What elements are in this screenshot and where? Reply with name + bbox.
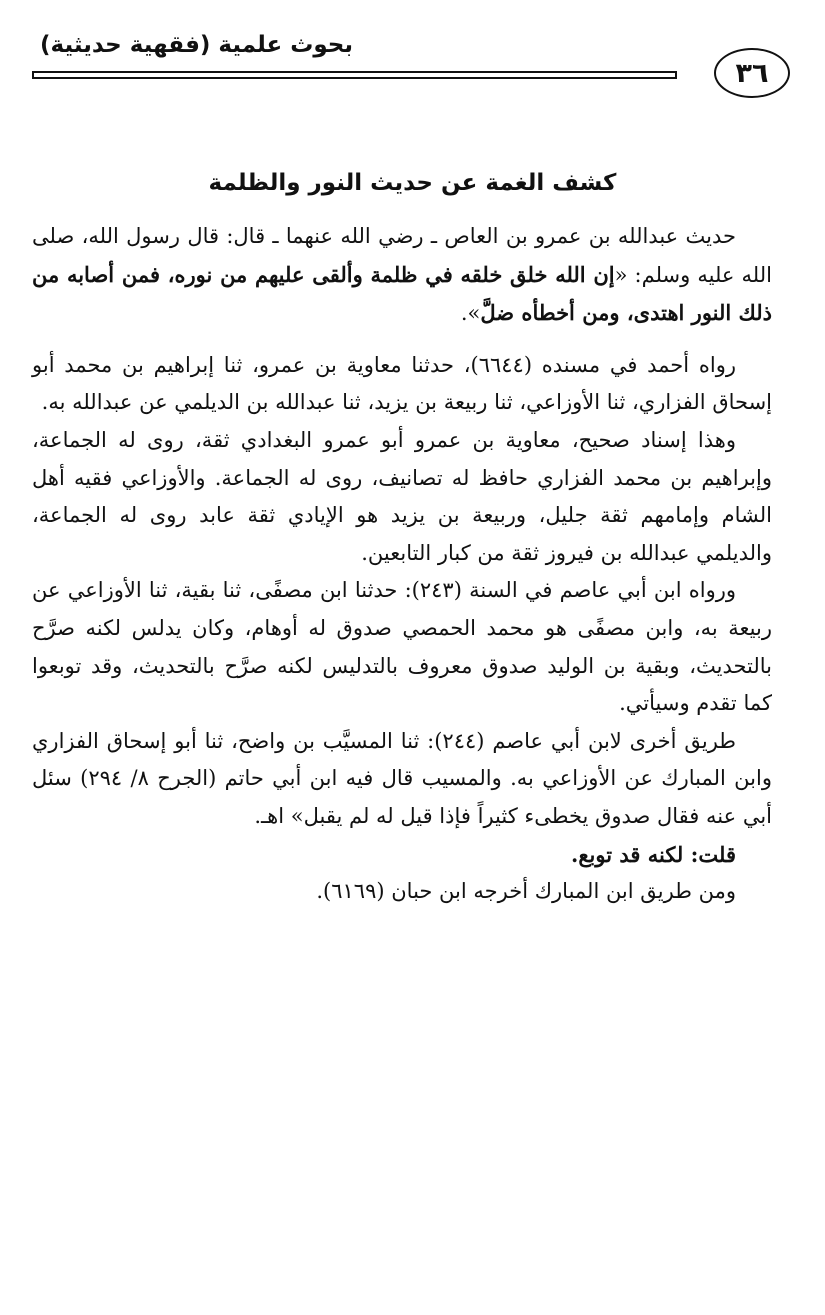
paragraph-another-route: طريق أخرى لابن أبي عاصم (٢٤٤): ثنا المسيَّب بن واضح، ثنا أبو إسحاق الفزاري وابن المبارك عن الأوزاعي به. والمسيب قال فيه ابن أبي حاتم (الجرح ٨/ ٢٩٤) سئل أبي عنه فقال صدوق يخطىء كثيراً فإذا قيل له لم يقبل» اهـ. bbox=[32, 728, 772, 828]
page-header bbox=[30, 28, 790, 98]
paragraph-ahmad: رواه أحمد في مسنده (٦٦٤٤)، حدثنا معاوية بن عمرو، ثنا إبراهيم بن محمد أبو إسحاق الفزاري، ثنا الأوزاعي، ثنا ربيعة بن يزيد، ثنا عبدالله بن الديلمي عن عبدالله به. bbox=[32, 352, 772, 415]
article-title: كشف الغمة عن حديث النور والظلمة bbox=[208, 170, 617, 196]
header-rule bbox=[32, 71, 677, 79]
paragraph-hadith bbox=[32, 218, 772, 333]
paragraph-ibn-hibban: ومن طريق ابن المبارك أخرجه ابن حبان (٦١٦٩). bbox=[316, 879, 736, 904]
hadith-text: إن الله خلق خلقه في ظلمة وألقى عليهم من نوره، فمن أصابه من ذلك النور اهتدى، ومن أخطأه ضلَّ bbox=[32, 261, 772, 326]
paragraph-ibn-abi-asim: ورواه ابن أبي عاصم في السنة (٢٤٣): حدثنا ابن مصفًى، ثنا بقية، ثنا الأوزاعي عن ربيعة به، وابن مصفًى هو محمد الحمصي صدوق له أوهام، وكان يدلس لكنه صرَّح بالتحديث، وبقية بن الوليد صدوق معروف بالتدليس لكنه صرَّح بالتحديث، وقد توبعوا كما تقدم وسيأتي. bbox=[32, 578, 772, 716]
paragraph-isnad: وهذا إسناد صحيح، معاوية بن عمرو أبو عمرو البغدادي ثقة، روى له الجماعة، وإبراهيم بن محمد الفزاري حافظ له تصانيف، روى له الجماعة. والأوزاعي فقيه أهل الشام وإمامهم ثقة جليل، وربيعة بن يزيد هو الإيادي ثقة عابد روى له الجماعة، والديلمي عبدالله بن فيروز ثقة من كبار التابعين. bbox=[32, 427, 772, 565]
hadith-close: ». bbox=[460, 301, 481, 326]
page-number: ٣٦ bbox=[714, 48, 790, 98]
article-body bbox=[32, 218, 772, 911]
hadith-intro: حديث عبدالله بن عمرو بن العاص ـ رضي الله عنهما ـ قال: قال رسول الله، صلى الله عليه وسلم: « bbox=[32, 224, 772, 287]
paragraph-note: قلت: لكنه قد توبع. bbox=[571, 841, 736, 867]
running-title: بحوث علمية (فقهية حديثية) bbox=[40, 32, 354, 58]
